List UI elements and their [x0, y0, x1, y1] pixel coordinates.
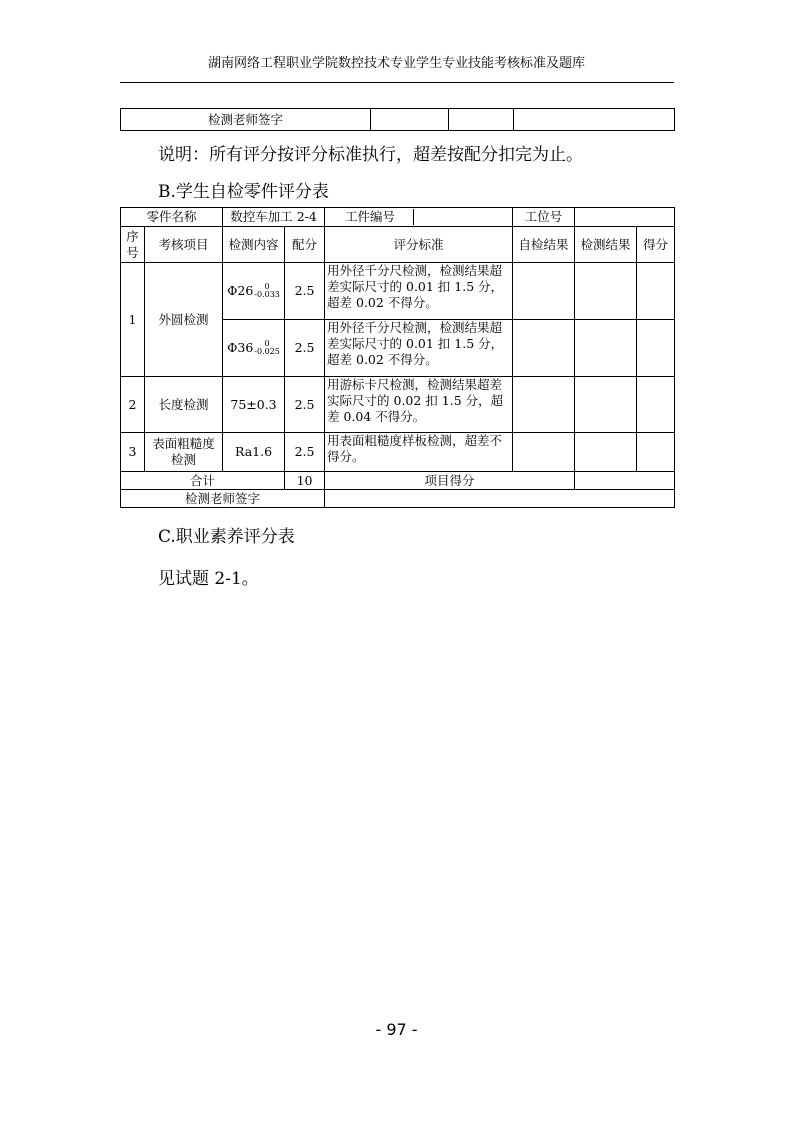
- signature-cell: [514, 109, 675, 131]
- section-c-title: C.职业素养评分表: [158, 527, 295, 547]
- signature-cell: [371, 109, 449, 131]
- row-self-check: [513, 377, 575, 433]
- row-item: 长度检测: [145, 377, 223, 433]
- row-points: [637, 320, 675, 377]
- row-item: 表面粗糙度检测: [145, 433, 223, 472]
- table-row: [121, 263, 675, 320]
- row-criteria: 用外径千分尺检测，检测结果超差实际尺寸的 0.01 扣 1.5 分， 超差 0.02 不得分。: [325, 263, 513, 320]
- row-content: [223, 263, 285, 320]
- self-check-score-table: [120, 207, 675, 508]
- row-inspect: [575, 263, 637, 320]
- item-score-value: [575, 472, 675, 490]
- signature-value: [325, 490, 675, 508]
- row-inspect: [575, 320, 637, 377]
- row-content: 75±0.3: [223, 377, 285, 433]
- row-self-check: [513, 263, 575, 320]
- row-score: 2.5: [285, 377, 325, 433]
- workpiece-no-label: [325, 208, 513, 227]
- row-inspect: [575, 377, 637, 433]
- scoring-note: 说明：所有评分按评分标准执行，超差按配分扣完为止。: [158, 145, 583, 165]
- row-seq: 1: [121, 263, 145, 377]
- tolerance-upper: 0: [264, 282, 270, 291]
- tolerance-lower: -0.033: [254, 290, 280, 299]
- col-seq: 序号: [121, 227, 145, 263]
- page-header: 湖南网络工程职业学院数控技术专业学生专业技能考核标准及题库: [207, 56, 585, 71]
- col-item: 考核项目: [145, 227, 223, 263]
- signature-cell: [449, 109, 514, 131]
- station-label: 工位号: [513, 208, 575, 227]
- section-c-note: 见试题 2-1。: [158, 569, 259, 589]
- item-score-label: 项目得分: [325, 472, 575, 490]
- col-score: 配分: [285, 227, 325, 263]
- workpiece-no-text: 工件编号: [327, 209, 414, 225]
- total-value: 10: [285, 472, 325, 490]
- col-criteria: 评分标准: [325, 227, 513, 263]
- row-criteria: 用外径千分尺检测，检测结果超差实际尺寸的 0.01 扣 1.5 分， 超差 0.02 不得分。: [325, 320, 513, 377]
- row-seq: 2: [121, 377, 145, 433]
- row-self-check: [513, 433, 575, 472]
- row-criteria: 用游标卡尺检测，检测结果超差实际尺寸的 0.02 扣 1.5 分，超差 0.04 不得分。: [325, 377, 513, 433]
- row-score: 2.5: [285, 433, 325, 472]
- total-label: 合计: [121, 472, 285, 490]
- table-row: [121, 377, 675, 433]
- col-inspect: 检测结果: [575, 227, 637, 263]
- row-criteria: 用表面粗糙度样板检测，超差不得分。: [325, 433, 513, 472]
- dimension-nominal: Φ36: [227, 340, 254, 355]
- signature-label: 检测老师签字: [121, 109, 371, 131]
- section-b-title: B.学生自检零件评分表: [158, 182, 329, 202]
- col-self-check: 自检结果: [513, 227, 575, 263]
- row-content: Ra1.6: [223, 433, 285, 472]
- top-signature-table: [120, 108, 675, 131]
- tolerance-upper: 0: [264, 339, 270, 348]
- table-row: [121, 433, 675, 472]
- dimension-nominal: Φ26: [227, 283, 254, 298]
- part-name-value: 数控车加工 2-4: [223, 208, 325, 227]
- row-seq: 3: [121, 433, 145, 472]
- row-self-check: [513, 320, 575, 377]
- row-inspect: [575, 433, 637, 472]
- row-score: 2.5: [285, 263, 325, 320]
- row-content: [223, 320, 285, 377]
- row-score: 2.5: [285, 320, 325, 377]
- header-rule: [120, 82, 674, 83]
- signature-label: 检测老师签字: [121, 490, 325, 508]
- row-points: [637, 263, 675, 320]
- row-item: 外圆检测: [145, 263, 223, 377]
- station-value: [575, 208, 675, 227]
- col-points: 得分: [637, 227, 675, 263]
- part-name-label: 零件名称: [121, 208, 223, 227]
- col-content: 检测内容: [223, 227, 285, 263]
- tolerance-lower: -0.025: [254, 347, 280, 356]
- row-points: [637, 377, 675, 433]
- page-number: - 97 -: [375, 1020, 418, 1039]
- row-points: [637, 433, 675, 472]
